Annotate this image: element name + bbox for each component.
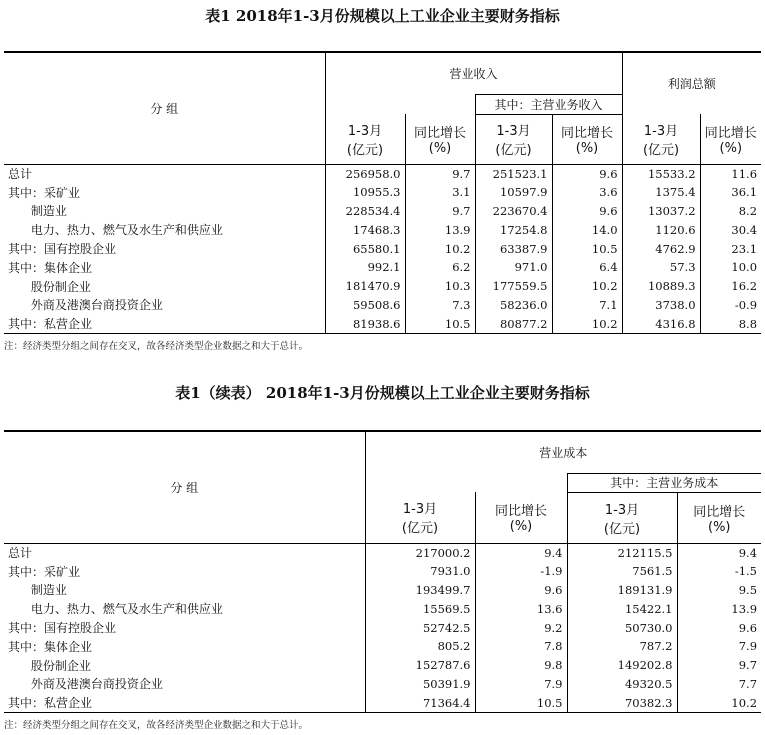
table-row bbox=[4, 618, 761, 637]
value-cell: 58236.0 bbox=[475, 296, 552, 315]
revenue-growth-header: 同比增长 (%) bbox=[405, 114, 475, 164]
value-cell: 4762.9 bbox=[622, 239, 700, 258]
table-row bbox=[4, 314, 761, 333]
revenue-period-header: 1-3月 (亿元) bbox=[325, 114, 405, 164]
value-cell: 7.9 bbox=[677, 637, 761, 656]
cost-header: 营业成本 bbox=[365, 431, 761, 473]
value-cell: 149202.8 bbox=[567, 656, 677, 675]
value-cell: 992.1 bbox=[325, 258, 405, 277]
value-cell: 52742.5 bbox=[365, 618, 475, 637]
value-cell: 59508.6 bbox=[325, 296, 405, 315]
value-cell: 10.5 bbox=[552, 239, 622, 258]
value-cell: 10.5 bbox=[475, 693, 567, 712]
row-label: 其中：国有控股企业 bbox=[8, 242, 117, 257]
row-label: 股份制企业 bbox=[8, 279, 91, 294]
value-cell: 36.1 bbox=[700, 183, 761, 202]
value-cell: 6.4 bbox=[552, 258, 622, 277]
row-label: 其中：集体企业 bbox=[8, 639, 93, 654]
main-cost-growth-header: 同比增长 (%) bbox=[677, 492, 761, 543]
value-cell: 13.9 bbox=[405, 220, 475, 239]
row-label: 其中：国有控股企业 bbox=[8, 621, 117, 636]
value-cell: 15533.2 bbox=[622, 164, 700, 183]
value-cell: 9.6 bbox=[677, 618, 761, 637]
value-cell: 177559.5 bbox=[475, 277, 552, 296]
main-revenue-growth-header: 同比增长 (%) bbox=[552, 114, 622, 164]
value-cell: 9.7 bbox=[405, 164, 475, 183]
value-cell: 3.6 bbox=[552, 183, 622, 202]
value-cell: 251523.1 bbox=[475, 164, 552, 183]
value-cell: 3738.0 bbox=[622, 296, 700, 315]
value-cell: 8.2 bbox=[700, 202, 761, 221]
financial-indicators-table bbox=[4, 51, 761, 334]
value-cell: 7561.5 bbox=[567, 562, 677, 581]
row-label: 其中：集体企业 bbox=[8, 260, 93, 275]
value-cell: 23.1 bbox=[700, 239, 761, 258]
value-cell: 71364.4 bbox=[365, 693, 475, 712]
profit-header: 利润总额 bbox=[622, 52, 761, 114]
value-cell: 9.6 bbox=[475, 581, 567, 600]
table-row bbox=[4, 693, 761, 712]
table-row bbox=[4, 277, 761, 296]
value-cell: 10.3 bbox=[405, 277, 475, 296]
value-cell: 15422.1 bbox=[567, 599, 677, 618]
value-cell: 152787.6 bbox=[365, 656, 475, 675]
value-cell: 50391.9 bbox=[365, 675, 475, 694]
revenue-header: 营业收入 bbox=[325, 52, 622, 94]
value-cell: 787.2 bbox=[567, 637, 677, 656]
value-cell: 50730.0 bbox=[567, 618, 677, 637]
value-cell: 7931.0 bbox=[365, 562, 475, 581]
row-label: 制造业 bbox=[8, 204, 67, 219]
table1-title: 表1 2018年1-3月份规模以上工业企业主要财务指标 bbox=[205, 7, 560, 25]
value-cell: 10889.3 bbox=[622, 277, 700, 296]
value-cell: -1.9 bbox=[475, 562, 567, 581]
value-cell: 189131.9 bbox=[567, 581, 677, 600]
value-cell: 3.1 bbox=[405, 183, 475, 202]
value-cell: 13.9 bbox=[677, 599, 761, 618]
table-row bbox=[4, 296, 761, 315]
main-revenue-header: 其中：主营业务收入 bbox=[475, 94, 622, 114]
value-cell: 13037.2 bbox=[622, 202, 700, 221]
table-row bbox=[4, 202, 761, 221]
main-revenue-period-header: 1-3月 (亿元) bbox=[475, 114, 552, 164]
value-cell: 7.7 bbox=[677, 675, 761, 694]
value-cell: 81938.6 bbox=[325, 314, 405, 333]
row-label: 其中：私营企业 bbox=[8, 317, 93, 332]
value-cell: 10.2 bbox=[677, 693, 761, 712]
table-row bbox=[4, 637, 761, 656]
row-label: 外商及港澳台商投资企业 bbox=[8, 677, 163, 692]
table-row bbox=[4, 258, 761, 277]
table-row bbox=[4, 599, 761, 618]
row-label: 制造业 bbox=[8, 583, 67, 598]
row-label: 其中：采矿业 bbox=[8, 564, 81, 579]
value-cell: 16.2 bbox=[700, 277, 761, 296]
value-cell: 1120.6 bbox=[622, 220, 700, 239]
cost-indicators-table bbox=[4, 430, 761, 713]
value-cell: 6.2 bbox=[405, 258, 475, 277]
row-label: 其中：采矿业 bbox=[8, 185, 81, 200]
row-label: 电力、热力、燃气及水生产和供应业 bbox=[8, 602, 223, 617]
value-cell: 13.6 bbox=[475, 599, 567, 618]
table2-title: 表1（续表） 2018年1-3月份规模以上工业企业主要财务指标 bbox=[175, 384, 590, 402]
cost-period-header: 1-3月 (亿元) bbox=[365, 492, 475, 543]
value-cell: 212115.5 bbox=[567, 543, 677, 562]
value-cell: 8.8 bbox=[700, 314, 761, 333]
value-cell: 15569.5 bbox=[365, 599, 475, 618]
value-cell: 9.2 bbox=[475, 618, 567, 637]
value-cell: 9.4 bbox=[677, 543, 761, 562]
value-cell: 49320.5 bbox=[567, 675, 677, 694]
table-row bbox=[4, 562, 761, 581]
value-cell: 10.2 bbox=[405, 239, 475, 258]
main-cost-period-header: 1-3月 (亿元) bbox=[567, 492, 677, 543]
value-cell: 7.8 bbox=[475, 637, 567, 656]
table-row bbox=[4, 656, 761, 675]
value-cell: 30.4 bbox=[700, 220, 761, 239]
value-cell: 9.5 bbox=[677, 581, 761, 600]
value-cell: 9.6 bbox=[552, 202, 622, 221]
value-cell: 65580.1 bbox=[325, 239, 405, 258]
main-cost-header: 其中：主营业务成本 bbox=[567, 473, 761, 492]
table-row bbox=[4, 164, 761, 183]
row-label: 总计 bbox=[8, 546, 33, 561]
table-row bbox=[4, 183, 761, 202]
value-cell: 256958.0 bbox=[325, 164, 405, 183]
value-cell: 10.2 bbox=[552, 314, 622, 333]
group-header: 分 组 bbox=[4, 52, 325, 164]
value-cell: 9.4 bbox=[475, 543, 567, 562]
value-cell: 14.0 bbox=[552, 220, 622, 239]
table1-note: 注：经济类型分组之间存在交叉，故各经济类型企业数据之和大于总计。 bbox=[4, 341, 309, 352]
value-cell: 10.2 bbox=[552, 277, 622, 296]
value-cell: 193499.7 bbox=[365, 581, 475, 600]
table-row bbox=[4, 675, 761, 694]
value-cell: 7.3 bbox=[405, 296, 475, 315]
group-header: 分 组 bbox=[4, 431, 365, 543]
table-row bbox=[4, 543, 761, 562]
value-cell: 57.3 bbox=[622, 258, 700, 277]
value-cell: 9.7 bbox=[405, 202, 475, 221]
value-cell: 70382.3 bbox=[567, 693, 677, 712]
profit-period-header: 1-3月 (亿元) bbox=[622, 114, 700, 164]
value-cell: 17254.8 bbox=[475, 220, 552, 239]
value-cell: 181470.9 bbox=[325, 277, 405, 296]
value-cell: 971.0 bbox=[475, 258, 552, 277]
value-cell: 4316.8 bbox=[622, 314, 700, 333]
value-cell: 223670.4 bbox=[475, 202, 552, 221]
row-label: 总计 bbox=[8, 167, 33, 182]
row-label: 外商及港澳台商投资企业 bbox=[8, 298, 163, 313]
row-label: 其中：私营企业 bbox=[8, 696, 93, 711]
table-row bbox=[4, 239, 761, 258]
value-cell: 228534.4 bbox=[325, 202, 405, 221]
row-label: 电力、热力、燃气及水生产和供应业 bbox=[8, 223, 223, 238]
value-cell: 805.2 bbox=[365, 637, 475, 656]
value-cell: 63387.9 bbox=[475, 239, 552, 258]
table-row bbox=[4, 220, 761, 239]
value-cell: -1.5 bbox=[677, 562, 761, 581]
value-cell: -0.9 bbox=[700, 296, 761, 315]
value-cell: 11.6 bbox=[700, 164, 761, 183]
value-cell: 9.7 bbox=[677, 656, 761, 675]
row-label: 股份制企业 bbox=[8, 658, 91, 673]
value-cell: 9.6 bbox=[552, 164, 622, 183]
value-cell: 7.1 bbox=[552, 296, 622, 315]
table-row bbox=[4, 581, 761, 600]
profit-growth-header: 同比增长 (%) bbox=[700, 114, 761, 164]
value-cell: 7.9 bbox=[475, 675, 567, 694]
value-cell: 10597.9 bbox=[475, 183, 552, 202]
value-cell: 217000.2 bbox=[365, 543, 475, 562]
table2-note: 注：经济类型分组之间存在交叉，故各经济类型企业数据之和大于总计。 bbox=[4, 720, 309, 731]
value-cell: 1375.4 bbox=[622, 183, 700, 202]
value-cell: 17468.3 bbox=[325, 220, 405, 239]
cost-growth-header: 同比增长 (%) bbox=[475, 492, 567, 543]
value-cell: 10955.3 bbox=[325, 183, 405, 202]
value-cell: 9.8 bbox=[475, 656, 567, 675]
value-cell: 80877.2 bbox=[475, 314, 552, 333]
value-cell: 10.0 bbox=[700, 258, 761, 277]
value-cell: 10.5 bbox=[405, 314, 475, 333]
